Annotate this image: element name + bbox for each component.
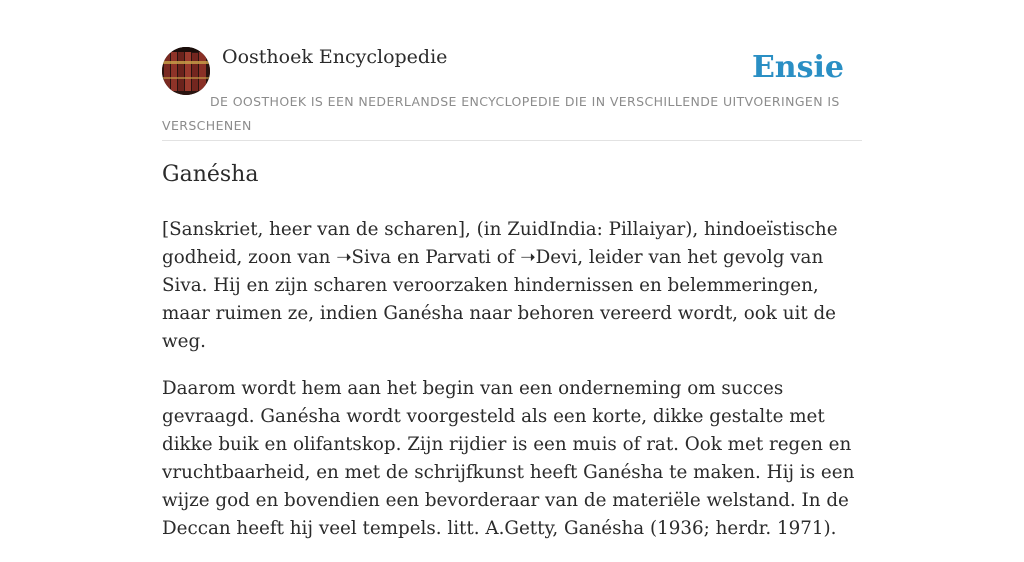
- article-body: [162, 216, 862, 562]
- article-paragraph: Daarom wordt hem aan het begin van een onderneming om succes gevraagd. Ganésha wordt voorgesteld als een korte, dikke gestalte met dikke buik en olifantskop. Zijn rijdier is een muis of rat. Ook met regen en vruchtbaarheid, en met de schrijfkunst heeft Ganésha te maken. Hij is een wijze god en bovendien een bevorderaar van de materiële welstand. In de Deccan heeft hij veel tempels. litt. A.Getty, Ganésha (1936; herdr. 1971).: [162, 378, 855, 539]
- site-title[interactable]: Oosthoek Encyclopedie: [222, 46, 448, 68]
- page: [162, 0, 862, 539]
- site-header: [162, 0, 862, 141]
- site-tagline: DE OOSTHOEK IS EEN NEDERLANDSE ENCYCLOPEDIE DIE IN VERSCHILLENDE UITVOERINGEN IS VERSCHENEN: [162, 94, 840, 133]
- article-title: Ganésha: [162, 162, 259, 187]
- article-paragraph: [Sanskriet, heer van de scharen], (in ZuidIndia: Pillaiyar), hindoeïstische godheid, zoon van ➝Siva en Parvati of ➝Devi, leider van het gevolg van Siva. Hij en zijn scharen veroorzaken hindernissen en belemmeringen, maar ruimen ze, indien Ganésha naar behoren vereerd wordt, ook uit de weg.: [162, 219, 838, 352]
- brand-logo-link[interactable]: Ensie: [751, 50, 844, 85]
- encyclopedia-books-icon[interactable]: [162, 47, 210, 95]
